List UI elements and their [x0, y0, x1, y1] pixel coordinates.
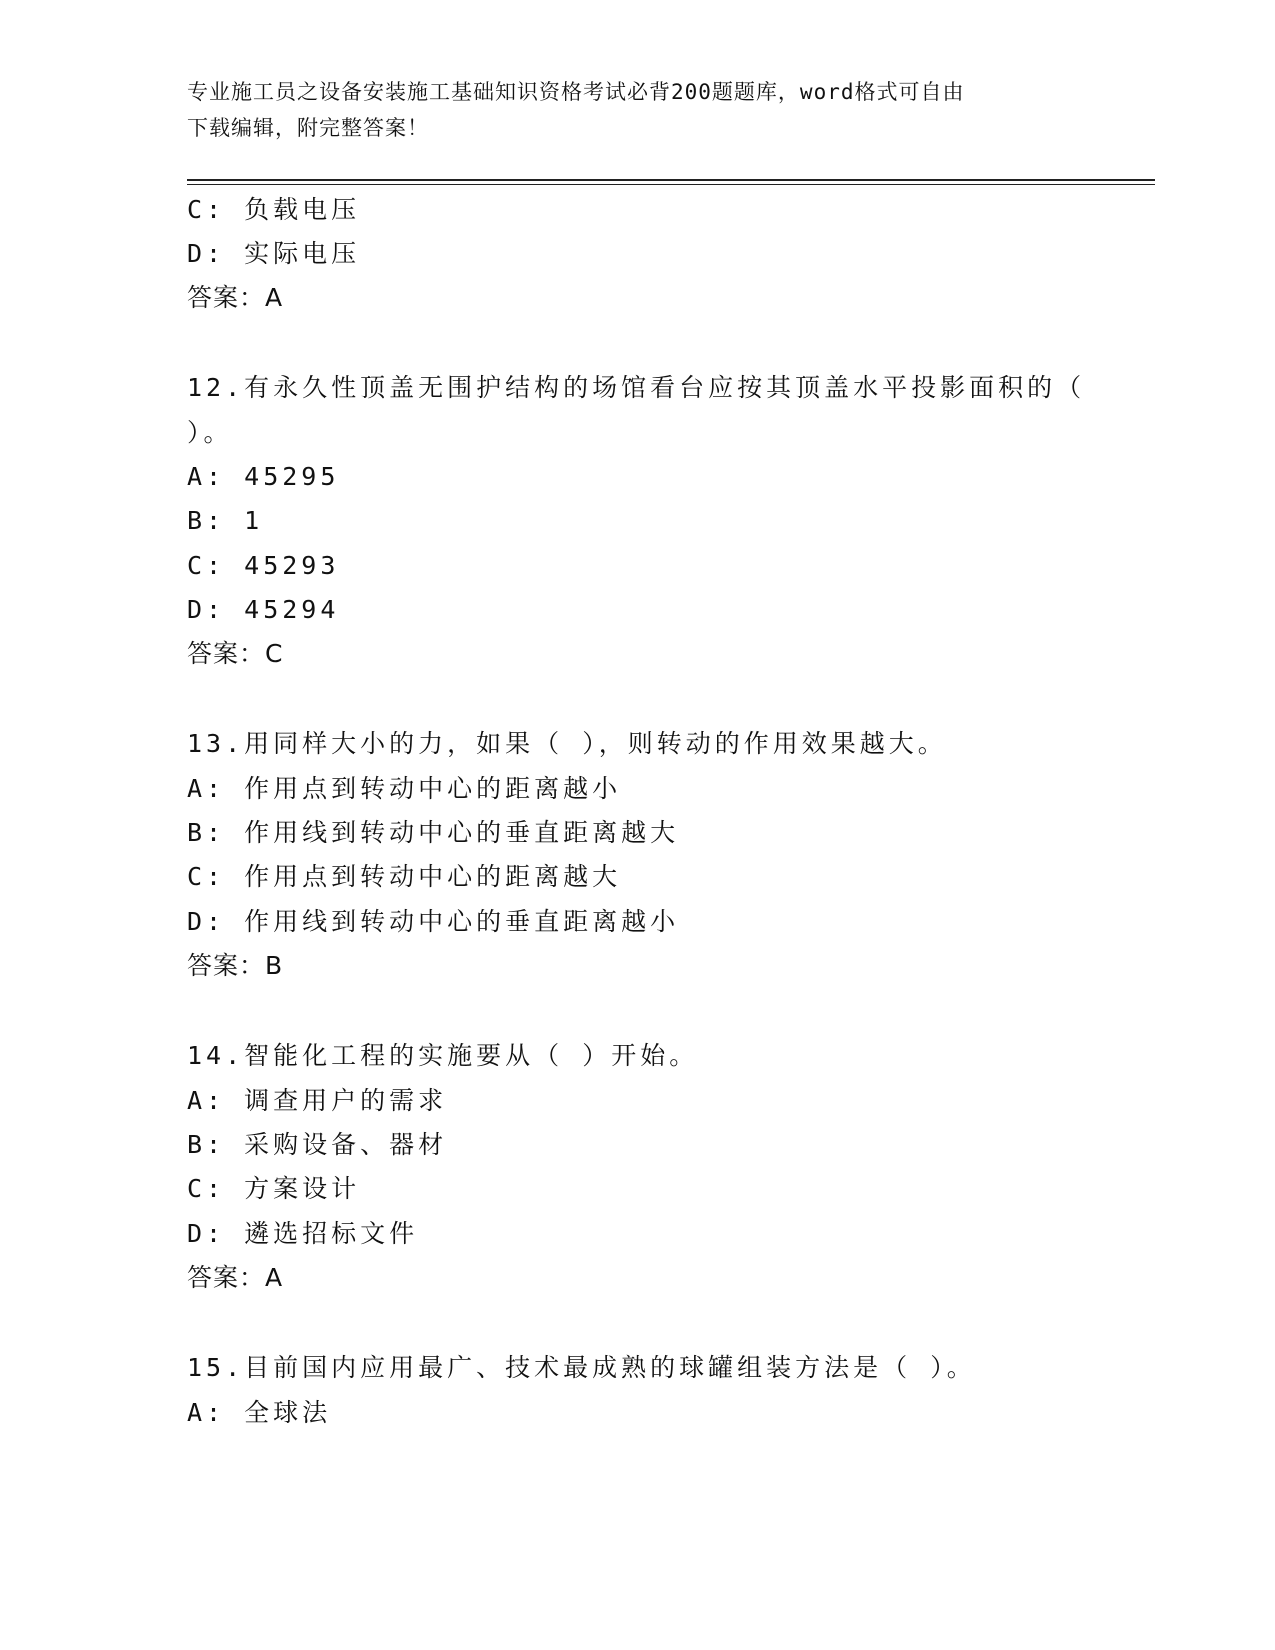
- q13-option-d: D: 作用线到转动中心的垂直距离越小: [187, 907, 680, 936]
- q14-option-c: C: 方案设计: [187, 1174, 361, 1203]
- q11-answer: 答案：A: [187, 283, 284, 312]
- q12-option-a: A: 45295: [187, 462, 340, 491]
- q13-stem: 13.用同样大小的力，如果（ ），则转动的作用效果越大。: [187, 729, 947, 758]
- q13-option-a: A: 作用点到转动中心的距离越小: [187, 774, 622, 803]
- q12-option-d: D: 45294: [187, 595, 340, 624]
- header-line-1: 专业施工员之设备安装施工基础知识资格考试必背200题题库，word格式可自由: [187, 80, 965, 104]
- q12-answer: 答案：C: [187, 639, 284, 668]
- q14-option-b: B: 采购设备、器材: [187, 1130, 448, 1159]
- header-rule-thin: [187, 184, 1155, 185]
- q14-stem: 14.智能化工程的实施要从（ ）开始。: [187, 1041, 699, 1070]
- q12-stem-line-1: 12.有永久性顶盖无围护结构的场馆看台应按其顶盖水平投影面积的（: [187, 373, 1086, 402]
- q12-option-c: C: 45293: [187, 551, 340, 580]
- q15-stem: 15.目前国内应用最广、技术最成熟的球罐组装方法是（ ）。: [187, 1353, 976, 1382]
- q15-option-a: A: 全球法: [187, 1398, 332, 1427]
- q13-answer: 答案：B: [187, 951, 284, 980]
- q12-option-b: B: 1: [187, 506, 264, 535]
- q14-option-a: A: 调查用户的需求: [187, 1086, 448, 1115]
- header-rule-thick: [187, 179, 1155, 181]
- q13-option-c: C: 作用点到转动中心的距离越大: [187, 862, 622, 891]
- q14-option-d: D: 遴选招标文件: [187, 1219, 419, 1248]
- q11-option-c: C: 负载电压: [187, 195, 361, 224]
- q11-option-d: D: 实际电压: [187, 239, 361, 268]
- q12-stem-line-2: ）。: [187, 418, 233, 447]
- header-line-2: 下载编辑，附完整答案！: [187, 116, 429, 140]
- q13-option-b: B: 作用线到转动中心的垂直距离越大: [187, 818, 680, 847]
- document-header: [187, 74, 1067, 146]
- q14-answer: 答案：A: [187, 1263, 284, 1292]
